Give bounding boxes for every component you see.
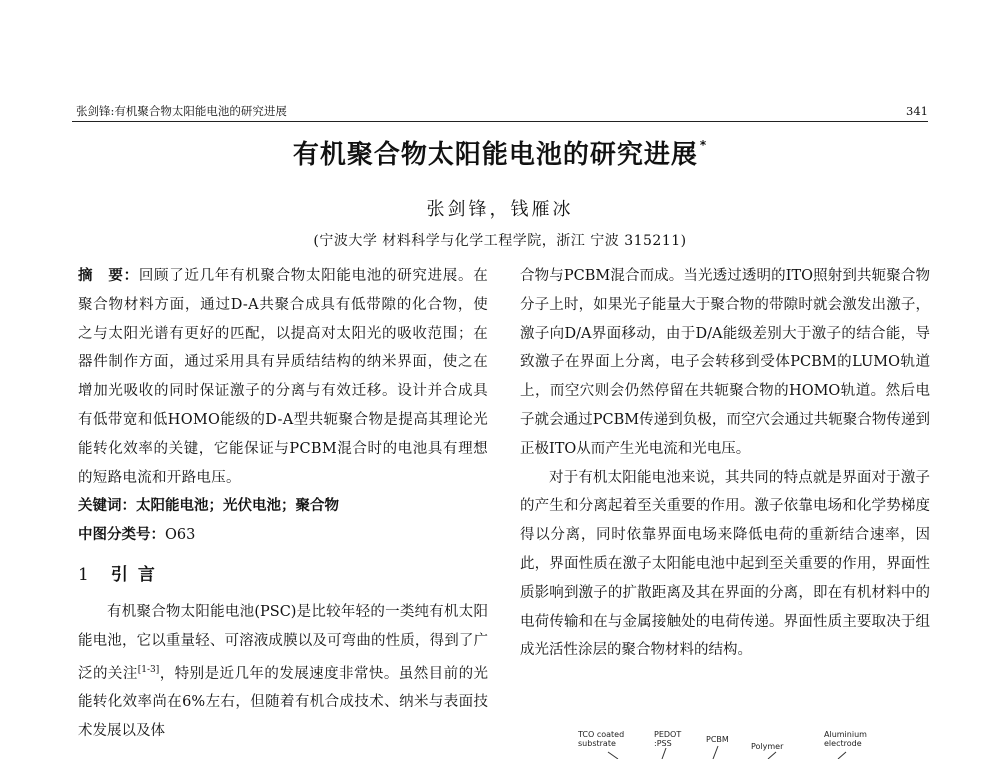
right-paragraph-1: 合物与PCBM混合而成。当光透过透明的ITO照射到共轭聚合物分子上时，如果光子能量大于聚合物的带隙时就会激发出激子，激子向D/A界面移动，由于D/A能级差别大于激子的结合能，导致激子在界面上分离，电子会转移到受体PCBM的LUMO轨道上，而空穴则会仍然停留在共轭聚合物的HOMO轨道。然后电子就会通过PCBM传递到负极，而空穴会通过共轭聚合物传递到正极ITO从而产生光电流和光电压。 [520,268,930,457]
section-title: 引言 [110,564,165,585]
label-pedot: PEDOT :PSS [654,730,682,748]
abstract-text: 回顾了近几年有机聚合物太阳能电池的研究进展。在聚合物材料方面，通过D-A共聚合成具有低带隙的化合物，使之与太阳光谱有更好的匹配，以提高对太阳光的吸收范围；在器件制作方面，通过采用具有异质结结构的纳米界面，使之在增加光吸收的同时保证激子的分离与有效迁移。设计并合成具有低带宽和低HOMO能级的D-A型共轭聚合物是提高其理论光能转化效率的关键，它能保证与PCBM混合时的电池具有理想的短路电流和开路电压。 [78,268,489,486]
running-header-title: 张剑锋:有机聚合物太阳能电池的研究进展 [76,104,287,118]
label-pcbm: PCBM [706,735,729,744]
authors: 张剑锋，钱雁冰 [426,199,574,220]
label-polymer: Polymer [751,742,784,751]
page-number: 341 [906,104,928,118]
title-footnote-mark: * [699,138,708,152]
right-paragraph-2: 对于有机太阳能电池来说，其共同的特点就是界面对于激子的产生和分离起着至关重要的作用。激子依靠电场和化学势梯度得以分离，同时依靠界面电场来降低电荷的重新结合速率，因此，界面性质在激子太阳能电池中起到至关重要的作用，界面性质影响到激子的扩散距离及其在界面的分离，即在有机材料中的电荷传输和在与金属接触处的电荷传递。界面性质主要取决于组成光活性涂层的聚合物材料的结构。 [520,469,930,659]
intro-text-1: 有机聚合物太阳能电池(PSC)是比较年轻的一类纯有机太阳能电池，它以重量轻、可溶液成膜以及可弯曲的性质，得到了广泛的关注 [78,603,488,682]
intro-text-2: ，特别是近几年的发展速度非常快。虽然目前的光能转化效率尚在6%左右，但随着有机合成技术、纳米与表面技术发展以及体 [78,665,489,740]
citation-ref: [1-3] [137,664,160,675]
label-aluminium: Aluminium electrode [824,730,867,748]
clc-number [78,521,488,550]
clc-text: O63 [165,527,196,544]
paper-title [0,126,1000,174]
keywords [78,492,488,521]
keywords-label: 关键词： [78,498,136,515]
running-header [72,103,928,122]
clc-label: 中图分类号： [78,527,165,544]
section-number: 1 [78,564,89,585]
abstract [78,262,488,492]
left-column [78,262,488,746]
device-structure-figure [548,728,908,759]
keywords-text: 太阳能电池；光伏电池；聚合物 [136,498,339,515]
right-column [520,262,930,665]
section-heading-introduction [78,558,488,592]
intro-paragraph [78,598,488,746]
paper-title-text: 有机聚合物太阳能电池的研究进展 [292,140,698,170]
abstract-label: 摘 要： [78,268,139,284]
label-tco: TCO coated substrate [578,730,625,748]
affiliation: (宁波大学 材料科学与化学工程学院，浙江 宁波 315211) [313,233,687,249]
